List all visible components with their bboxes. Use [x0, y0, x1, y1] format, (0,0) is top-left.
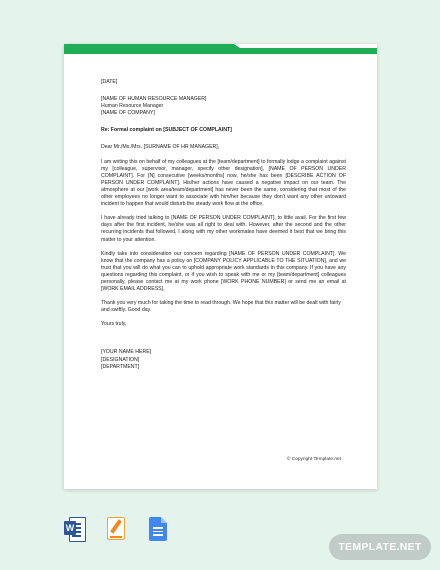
letter-paragraph-3: Kindly take into consideration our concern regarding [NAME OF PERSON UNDER COMPLAINT]. We know that the company has a policy on [COMPANY POLICY APPLICABLE TO THE SITUATION], and we trust that you will do what you can to uphold appropriate work standards in this company. If you have any questions regarding this complaint, or if you wish to speak with me or my [team/department] colleagues personally, please contact me at my work phone [WORK PHONE NUMBER] or send me an email at [WORK EMAIL ADDRESS].: [101, 250, 346, 293]
copyright-text: © Copyright Template.net: [286, 457, 341, 462]
letter-subject: Re: Formal complaint on [SUBJECT OF COMPLAINT]: [101, 127, 232, 134]
letter-body: [101, 79, 346, 371]
word-icon-letter: W: [65, 523, 75, 533]
letter-closing: Yours truly,: [101, 321, 127, 328]
accent-bar: [64, 44, 377, 54]
recipient-name: [NAME OF HUMAN RESOURCE MANAGER]: [101, 96, 207, 103]
letter-paragraph-1: I am writing this on behalf of my colleagues at the [team/department] to formally lodge a complaint against my [colleague, supervisor, manager, specify other designation], [NAME OF PERSON UNDER COMPLAINT]. For [N] consecutive [weeks/months] now, he/she has been [DESCRIBE ACTION OF PERSON UNDER COMPLAINT]. His/her actions have caused a negative impact on our team. The atmosphere at our [work area/team/department] has never been the same, considering that most of the other employees no longer want to associate with him/her because they don't want any other untoward incident to happen that would disturb the steady work flow at the office.: [101, 158, 346, 208]
signature-designation: [DESIGNATION]: [101, 356, 140, 363]
google-docs-icon[interactable]: [148, 516, 168, 542]
recipient-title: Human Resource Manager: [101, 103, 164, 110]
letter-salutation: Dear Mr./Ms./Mrs. [SURNAME OF HR MANAGER],: [101, 144, 220, 151]
brand-badge[interactable]: TEMPLATE.NET: [329, 534, 431, 560]
recipient-company: [NAME OF COMPANY]: [101, 110, 155, 117]
signature-name: [YOUR NAME HERE]: [101, 349, 152, 356]
document-page: [64, 44, 377, 489]
signature-department: [DEPARTMENT]: [101, 363, 140, 370]
word-icon[interactable]: [64, 516, 84, 542]
letter-paragraph-4: Thank you very much for taking the time to read through. We hope that this matter will be dealt with fairly and swiftly. Good day.: [101, 300, 341, 314]
letter-date: [DATE]: [101, 79, 118, 85]
pages-icon[interactable]: [106, 516, 126, 542]
app-icons: [64, 516, 168, 542]
letter-paragraph-2: I have already tried talking to [NAME OF PERSON UNDER COMPLAINT], to little avail. For the first few days after the first incident, he/she was all right to deal with. However, after the second and the other recurring incidents that followed, I along with my other workmates have deemed it best that we bring this matter to your attention.: [101, 215, 346, 243]
